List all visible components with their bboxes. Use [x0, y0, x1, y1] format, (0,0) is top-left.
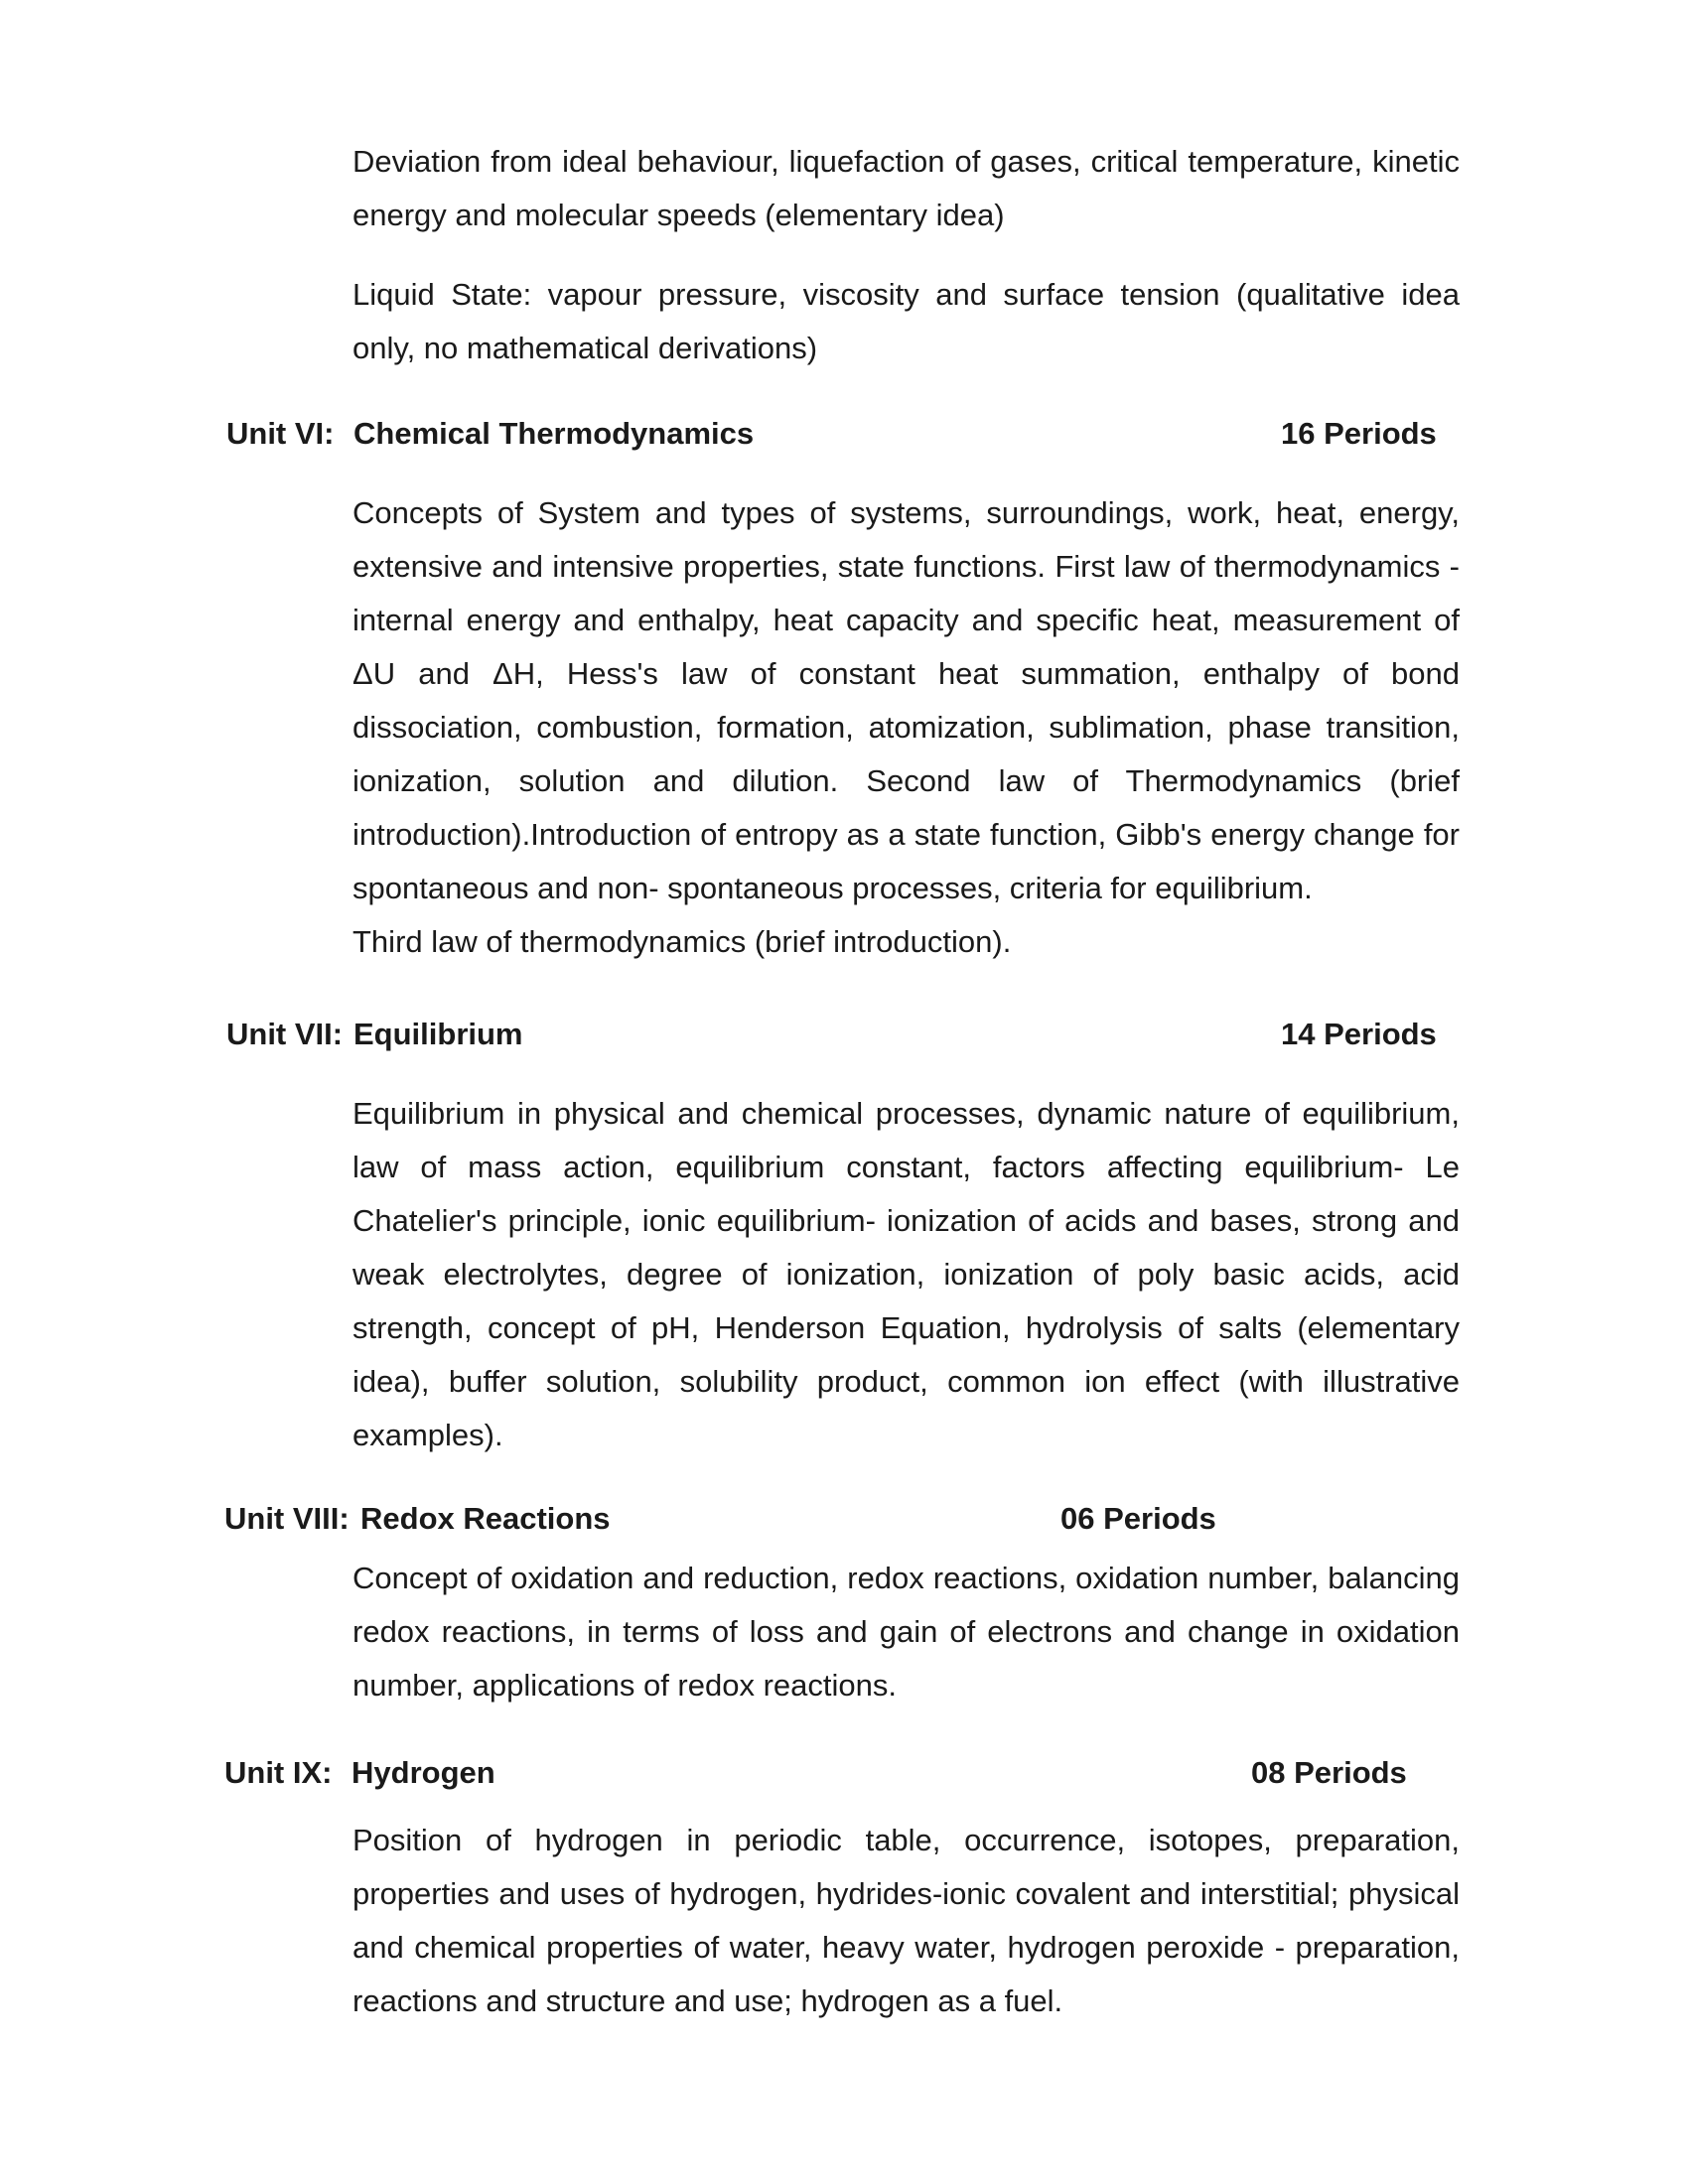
- unit-periods: 14 Periods: [1281, 1017, 1437, 1051]
- unit-body-vii: Equilibrium in physical and chemical processes, dynamic nature of equilibrium, law of mass action, equilibrium constant, factors affecting equilibrium- Le Chatelier's principle, ionic equilibrium- ionization of acids and bases, strong and weak electrolytes, degree of ionization, ionization of poly basic acids, acid strength, concept of pH, Henderson Equation, hydrolysis of salts (elementary idea), buffer solution, solubility product, common ion effect (with illustrative examples).: [352, 1096, 1460, 1452]
- unit-label: Unit VI:: [226, 416, 335, 451]
- unit-label: Unit VII:: [226, 1017, 344, 1051]
- unit-title: Equilibrium: [353, 1017, 523, 1051]
- intro-paragraph-gases: Deviation from ideal behaviour, liquefaction of gases, critical temperature, kinetic energy and molecular speeds (elementary idea): [352, 144, 1460, 232]
- unit-periods: 16 Periods: [1281, 416, 1437, 451]
- unit-body-ix: Position of hydrogen in periodic table, occurrence, isotopes, preparation, properties and uses of hydrogen, hydrides-ionic covalent and interstitial; physical and chemical properties of water, heavy water, hydrogen peroxide - preparation, reactions and structure and use; hydrogen as a fuel.: [352, 1823, 1460, 2018]
- unit-label: Unit VIII:: [224, 1501, 350, 1536]
- unit-periods: 08 Periods: [1251, 1755, 1407, 1790]
- unit-periods: 06 Periods: [1060, 1501, 1216, 1536]
- unit-heading-viii: [224, 1499, 1446, 1539]
- unit-heading-ix: [224, 1753, 1446, 1793]
- unit-title: Hydrogen: [352, 1755, 495, 1790]
- unit-body-text: Concepts of System and types of systems, surroundings, work, heat, energy, extensive and intensive properties, state functions. First law of thermodynamics -internal energy and enthalpy, heat capacity and specific heat, measurement of ΔU and ΔH, Hess's law of constant heat summation, enthalpy of bond dissociation, combustion, formation, atomization, sublimation, phase transition, ionization, solution and dilution. Second law of Thermodynamics (brief introduction).Introduction of entropy as a state function, Gibb's energy change for spontaneous and non- spontaneous processes, criteria for equilibrium.: [352, 495, 1460, 905]
- unit-title: Redox Reactions: [360, 1501, 611, 1536]
- unit-title: Chemical Thermodynamics: [353, 416, 755, 451]
- unit-heading-vii: [226, 1015, 1448, 1054]
- unit-label: Unit IX:: [224, 1755, 333, 1790]
- intro-paragraph-liquid-state: Liquid State: vapour pressure, viscosity and surface tension (qualitative idea only, no mathematical derivations): [352, 277, 1460, 365]
- unit-body-vi: [352, 486, 1460, 969]
- unit-body-viii: Concept of oxidation and reduction, redox reactions, oxidation number, balancing redox reactions, in terms of loss and gain of electrons and change in oxidation number, applications of redox reactions.: [352, 1561, 1460, 1703]
- unit-body-extra-text: Third law of thermodynamics (brief introduction).: [352, 924, 1012, 959]
- unit-heading-vi: [226, 414, 1448, 454]
